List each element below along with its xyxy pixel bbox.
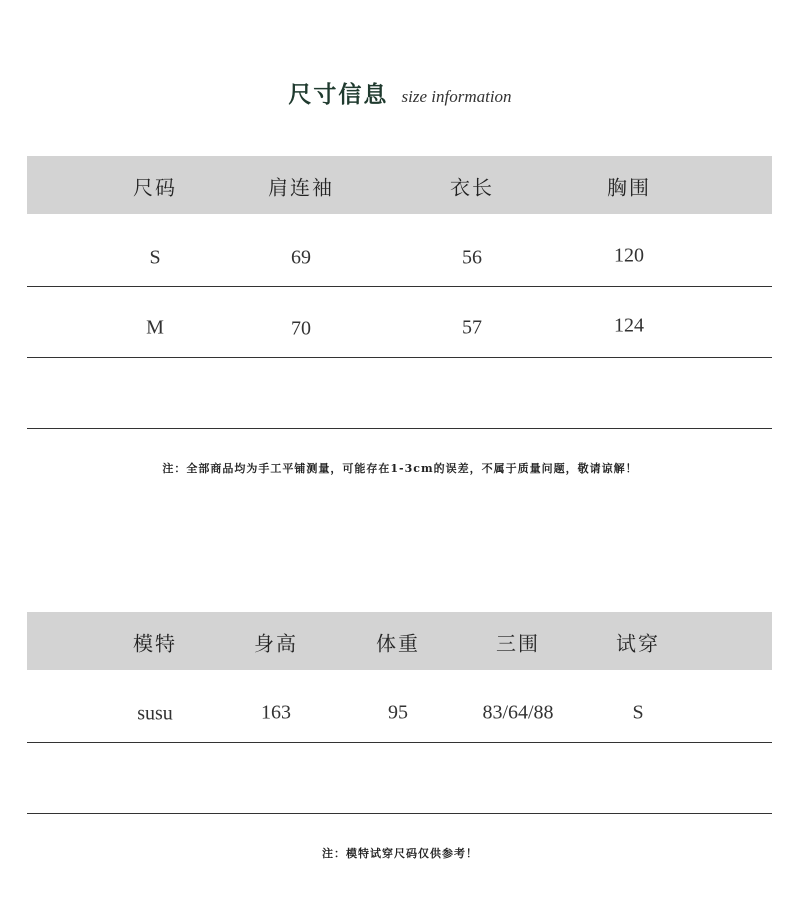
model-cell: S (632, 701, 644, 724)
title-english: size information (401, 87, 512, 106)
model-cell: susu (137, 702, 173, 725)
model-header-height: 身高 (254, 633, 298, 656)
model-cell: 163 (261, 701, 291, 724)
model-header-weight: 体重 (376, 633, 420, 656)
size-cell: S (149, 246, 161, 269)
row-divider (27, 286, 772, 287)
size-note: 注：全部商品均为手工平铺测量，可能存在1-3cm的误差，不属于质量问题，敬请谅解！ (162, 462, 638, 475)
size-header-size: 尺码 (133, 177, 177, 200)
row-divider (27, 742, 772, 743)
size-header-length: 衣长 (450, 177, 494, 200)
title-chinese: 尺寸信息 (288, 81, 389, 108)
size-header-chest: 胸围 (607, 177, 651, 200)
size-cell: 124 (614, 314, 644, 337)
model-header-size-worn: 试穿 (616, 633, 660, 656)
row-divider (27, 813, 772, 814)
page-title (0, 76, 800, 109)
row-divider (27, 428, 772, 429)
model-header-measurements: 三围 (496, 633, 540, 656)
size-header-shoulder-sleeve: 肩连袖 (268, 177, 334, 200)
model-header-model: 模特 (133, 633, 177, 656)
size-cell: M (146, 316, 164, 339)
model-cell: 95 (388, 701, 408, 724)
model-note: 注：模特试穿尺码仅供参考！ (322, 847, 478, 860)
size-cell: 70 (291, 317, 311, 340)
model-cell: 83/64/88 (482, 701, 554, 724)
row-divider (27, 357, 772, 358)
size-cell: 56 (462, 246, 482, 269)
size-cell: 57 (462, 316, 482, 339)
size-cell: 69 (291, 246, 311, 269)
size-cell: 120 (614, 244, 644, 267)
